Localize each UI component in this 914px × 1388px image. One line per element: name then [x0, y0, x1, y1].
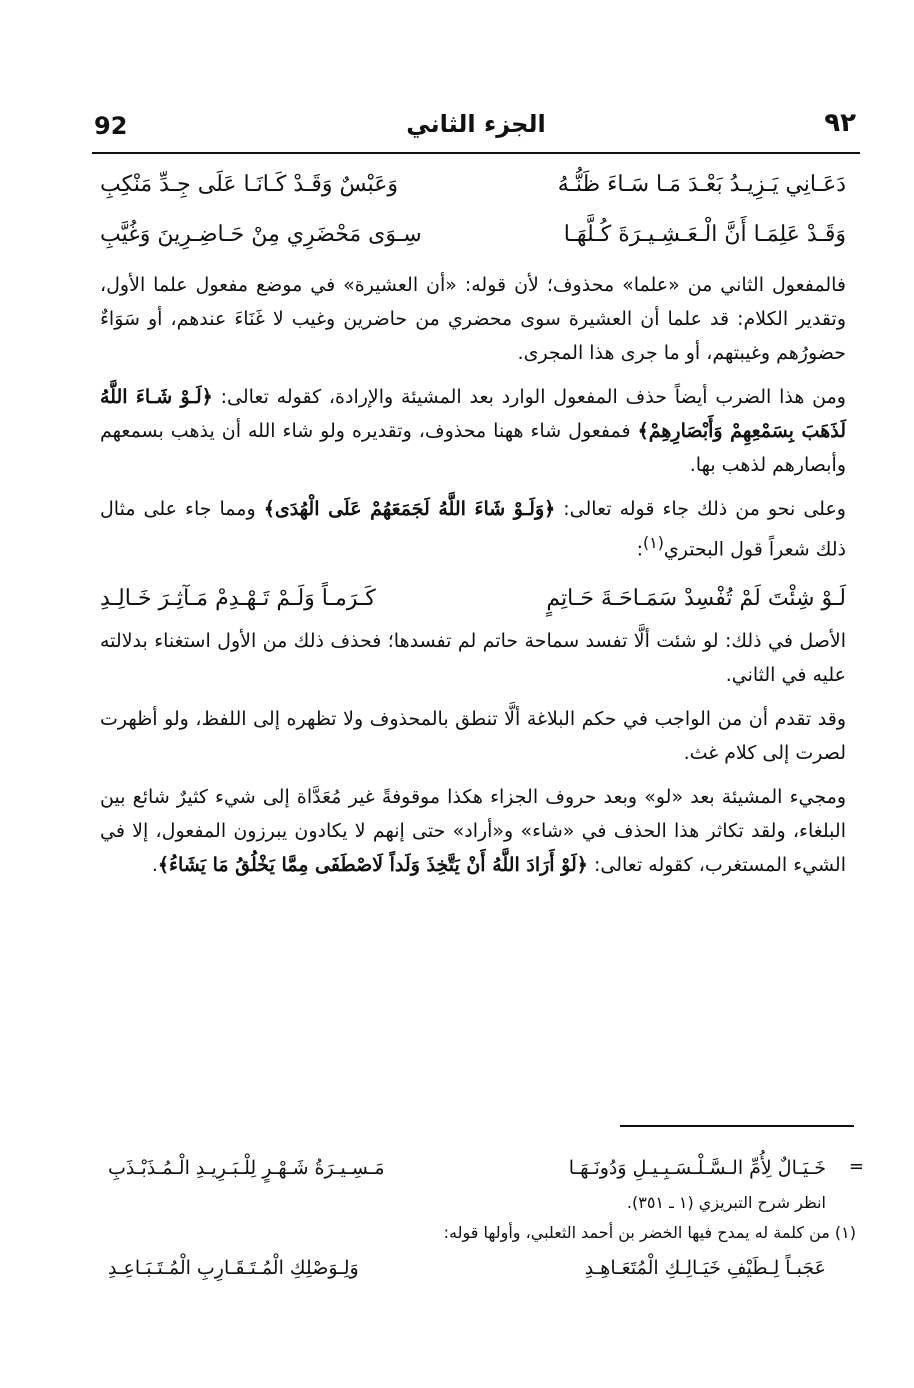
- page-number-arabic: ٩٢: [824, 108, 856, 138]
- verse-hemistich-left: وَعَبْسٌ وَقَـدْ كَـانَـا عَلَى جِـدِّ مَنْكِبِ: [100, 172, 398, 197]
- verse-line: [100, 574, 846, 624]
- footnote-marker: (١): [643, 533, 664, 552]
- verse-line: [100, 210, 846, 260]
- footnote-1: (١) من كلمة له يمدح فيها الخضر بن أحمد الثعلبي، وأولها قوله:: [443, 1223, 856, 1242]
- footnote-verse: [108, 1248, 856, 1288]
- verse-hemistich-right: خَـيَـالٌ لِأُمِّ الـسَّـلْـسَـبِـيـلِ وَدُونَـهَـا: [568, 1157, 826, 1179]
- quran-quote: ﴿لَـوْ شَـاءَ اللَّهُ لَذَهَبَ بِسَمْعِهِمْ وَأَبْصَارِهِمْ﴾: [100, 386, 846, 442]
- quran-quote: ﴿لَوْ أَرَادَ اللَّهُ أَنْ يَتَّخِذَ وَلَداً لَاصْطَفَى مِمَّا يَخْلُقُ مَا يَشَاءُ﴾: [157, 854, 588, 877]
- paragraph-text: ومن هذا الضرب أيضاً حذف المفعول الوارد بعد المشيئة والإرادة، كقوله تعالى:: [212, 386, 846, 408]
- continuation-mark: =: [848, 1156, 864, 1177]
- verse-hemistich-left: مَـسِـيـرَةُ شَـهْـرٍ لِلْـبَـرِيـدِ الْـمُـذَبْـذَبِ: [108, 1157, 385, 1179]
- page-number-latin: 92: [94, 112, 128, 140]
- verse-hemistich-left: سِـوَى مَحْضَرِي مِنْ حَـاضِـرِينَ وَغُيَّبِ: [100, 222, 422, 247]
- main-text: [100, 160, 846, 882]
- paragraph-text: فمفعول شاء ههنا محذوف، وتقديره ولو شاء الله أن يذهب بسمعهم وأبصارهم لذهب بها.: [100, 420, 846, 476]
- paragraph-text: .: [151, 854, 158, 877]
- verse-hemistich-left: وَلِـوَصْلِكِ الْمُـتَـقَـارِبِ الْمُـتَـبَـاعِـدِ: [108, 1257, 359, 1279]
- page-header: [92, 108, 860, 154]
- verse-hemistich-right: لَـوْ شِئْتَ لَمْ تُفْسِدْ سَمَـاحَـةَ حَـاتِمٍ: [546, 586, 846, 612]
- running-title: الجزء الثاني: [406, 110, 546, 138]
- verse-hemistich-right: دَعَـانِي يَـزِيـدُ بَعْـدَ مَـا سَـاءَ ظَنُّـهُ: [557, 172, 846, 197]
- verse-hemistich-left: كَـرَمـاً وَلَـمْ تَـهْـدِمْ مَـآثِـرَ خَـالِـدِ: [100, 586, 376, 612]
- verse-hemistich-right: عَجَبـاً لِـطَيْفِ خَيَـالِـكِ الْمُتَعَـاهِـدِ: [584, 1257, 826, 1279]
- paragraph-text: :: [636, 538, 644, 561]
- paragraph-text: وعلى نحو من ذلك جاء قوله تعالى:: [555, 498, 846, 520]
- paragraph-3: [100, 492, 846, 566]
- footnotes: [108, 1148, 864, 1288]
- verse-line: [100, 160, 846, 210]
- quran-quote: ﴿وَلَـوْ شَاءَ اللَّهُ لَجَمَعَهُمْ عَلَى الْهُدَى﴾: [263, 498, 556, 520]
- footnote-divider: [620, 1125, 854, 1127]
- paragraph-text: ومما جاء على مثال ذلك شعراً قول البحتري: [100, 498, 846, 561]
- paragraph-2: [100, 380, 846, 482]
- paragraph-4: الأصل في ذلك: لو شئت ألَّا تفسد سماحة حاتم لم تفسدها؛ فحذف ذلك من الأول استغناء بدلالته عليه في الثاني.: [100, 630, 846, 687]
- footnote-verse: [108, 1148, 856, 1188]
- paragraph-5: وقد تقدم أن من الواجب في حكم البلاغة ألَّا تنطق بالمحذوف ولا تظهره إلى اللفظ، ولو أظهرت لصرت إلى كلام غث.: [100, 708, 846, 765]
- verse-hemistich-right: وَقَـدْ عَلِمَـا أَنَّ الْـعَـشِـيـرَةَ كُـلَّهَـا: [563, 222, 846, 247]
- footnote-reference: انظر شرح التبريزي (١ ـ ٣٥١).: [626, 1193, 826, 1212]
- paragraph-1: فالمفعول الثاني من «علما» محذوف؛ لأن قوله: «أن العشيرة» في موضع مفعول علما الأول، وتقدير الكلام: قد علما أن العشيرة سوى محضري من حاضرين وغيب لا غَنَاءَ عندهم، أو سَوَاءٌ حضورُهم وغيبتهم، أو ما جرى هذا المجرى.: [100, 274, 846, 364]
- paragraph-text: ومجيء المشيئة بعد «لو» وبعد حروف الجزاء هكذا موقوفةً غير مُعَدَّاة إلى شيء كثيرٌ شائع بين البلغاء، ولقد تكاثر هذا الحذف في «شاء» و«أراد» حتى إنهم لا يكادون يبرزون المفعول، إلا في الشيء المستغرب، كقوله تعالى:: [100, 786, 846, 877]
- paragraph-6: [100, 780, 846, 882]
